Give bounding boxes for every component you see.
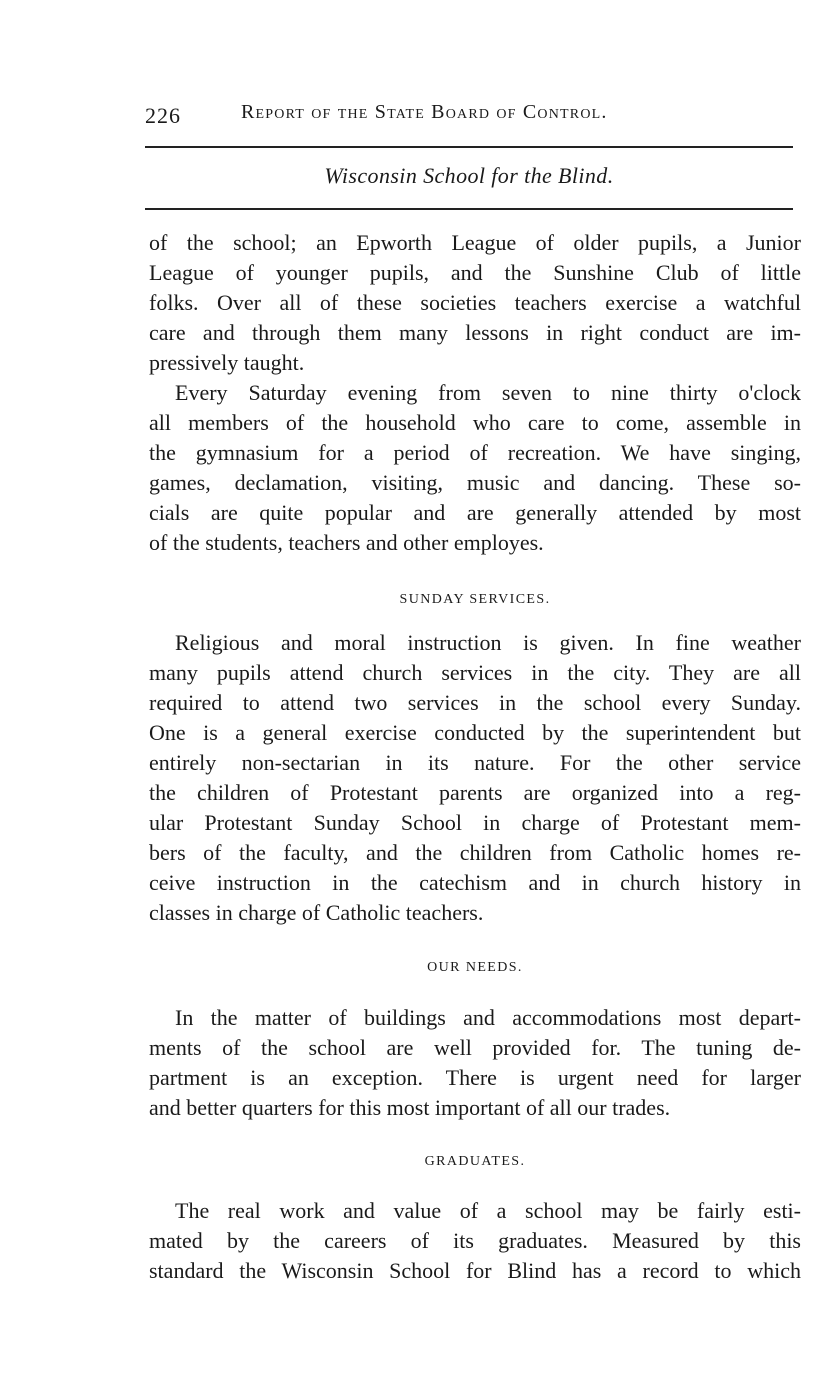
- text-line: partment is an exception. There is urgent need for larger: [149, 1065, 801, 1090]
- text-line: many pupils attend church services in the city. They are all: [149, 660, 801, 685]
- text-line: ceive instruction in the catechism and in church history in: [149, 870, 801, 895]
- text-line: ments of the school are well provided for. The tuning de-: [149, 1035, 801, 1060]
- text-line: the children of Protestant parents are organized into a reg-: [149, 780, 801, 805]
- text-line: Every Saturday evening from seven to nine thirty o'clock: [175, 380, 801, 405]
- text-line: of the school; an Epworth League of older pupils, a Junior: [149, 230, 801, 255]
- text-line: entirely non-sectarian in its nature. For the other service: [149, 750, 801, 775]
- paragraph-our-needs: [149, 1003, 801, 1123]
- text-line: pressively taught.: [149, 350, 305, 375]
- paragraph-graduates: [149, 1196, 801, 1286]
- text-line: ular Protestant Sunday School in charge of Protestant mem-: [149, 810, 801, 835]
- text-line: The real work and value of a school may be fairly esti-: [175, 1198, 801, 1223]
- section-title: Wisconsin School for the Blind.: [324, 163, 614, 188]
- text-line: classes in charge of Catholic teachers.: [149, 900, 484, 925]
- text-line: the gymnasium for a period of recreation. We have singing,: [149, 440, 801, 465]
- text-line: games, declamation, visiting, music and dancing. These so-: [149, 470, 801, 495]
- text-line: care and through them many lessons in right conduct are im-: [149, 320, 801, 345]
- page-number: 226: [145, 103, 181, 128]
- heading-graduates: GRADUATES.: [424, 1154, 526, 1169]
- text-line: One is a general exercise conducted by the superintendent but: [149, 720, 801, 745]
- running-head: [143, 101, 803, 133]
- text-line: all members of the household who care to come, assemble in: [149, 410, 801, 435]
- paragraph-sunday-services: [149, 628, 801, 928]
- text-line: In the matter of buildings and accommodations most depart-: [175, 1005, 801, 1030]
- text-line: cials are quite popular and are generally attended by most: [149, 500, 801, 525]
- text-line: League of younger pupils, and the Sunshine Club of little: [149, 260, 801, 285]
- heading-our-needs: OUR NEEDS.: [427, 960, 523, 975]
- text-line: mated by the careers of its graduates. Measured by this: [149, 1228, 801, 1253]
- text-line: required to attend two services in the school every Sunday.: [149, 690, 801, 715]
- text-line: standard the Wisconsin School for Blind has a record to which: [149, 1258, 801, 1283]
- heading-sunday-services: SUNDAY SERVICES.: [399, 592, 551, 607]
- text-line: of the students, teachers and other employes.: [149, 530, 544, 555]
- text-line: bers of the faculty, and the children from Catholic homes re-: [149, 840, 801, 865]
- header-rule-top: [145, 146, 793, 148]
- paragraph-saturday-evening: [149, 378, 801, 558]
- text-line: folks. Over all of these societies teachers exercise a watchful: [149, 290, 801, 315]
- header-rule-bottom: [145, 208, 793, 210]
- text-line: and better quarters for this most important of all our trades.: [149, 1095, 671, 1120]
- report-title: Report of the State Board of Control.: [241, 101, 608, 123]
- paragraph-societies: [149, 228, 801, 378]
- text-line: Religious and moral instruction is given. In fine weather: [175, 630, 801, 655]
